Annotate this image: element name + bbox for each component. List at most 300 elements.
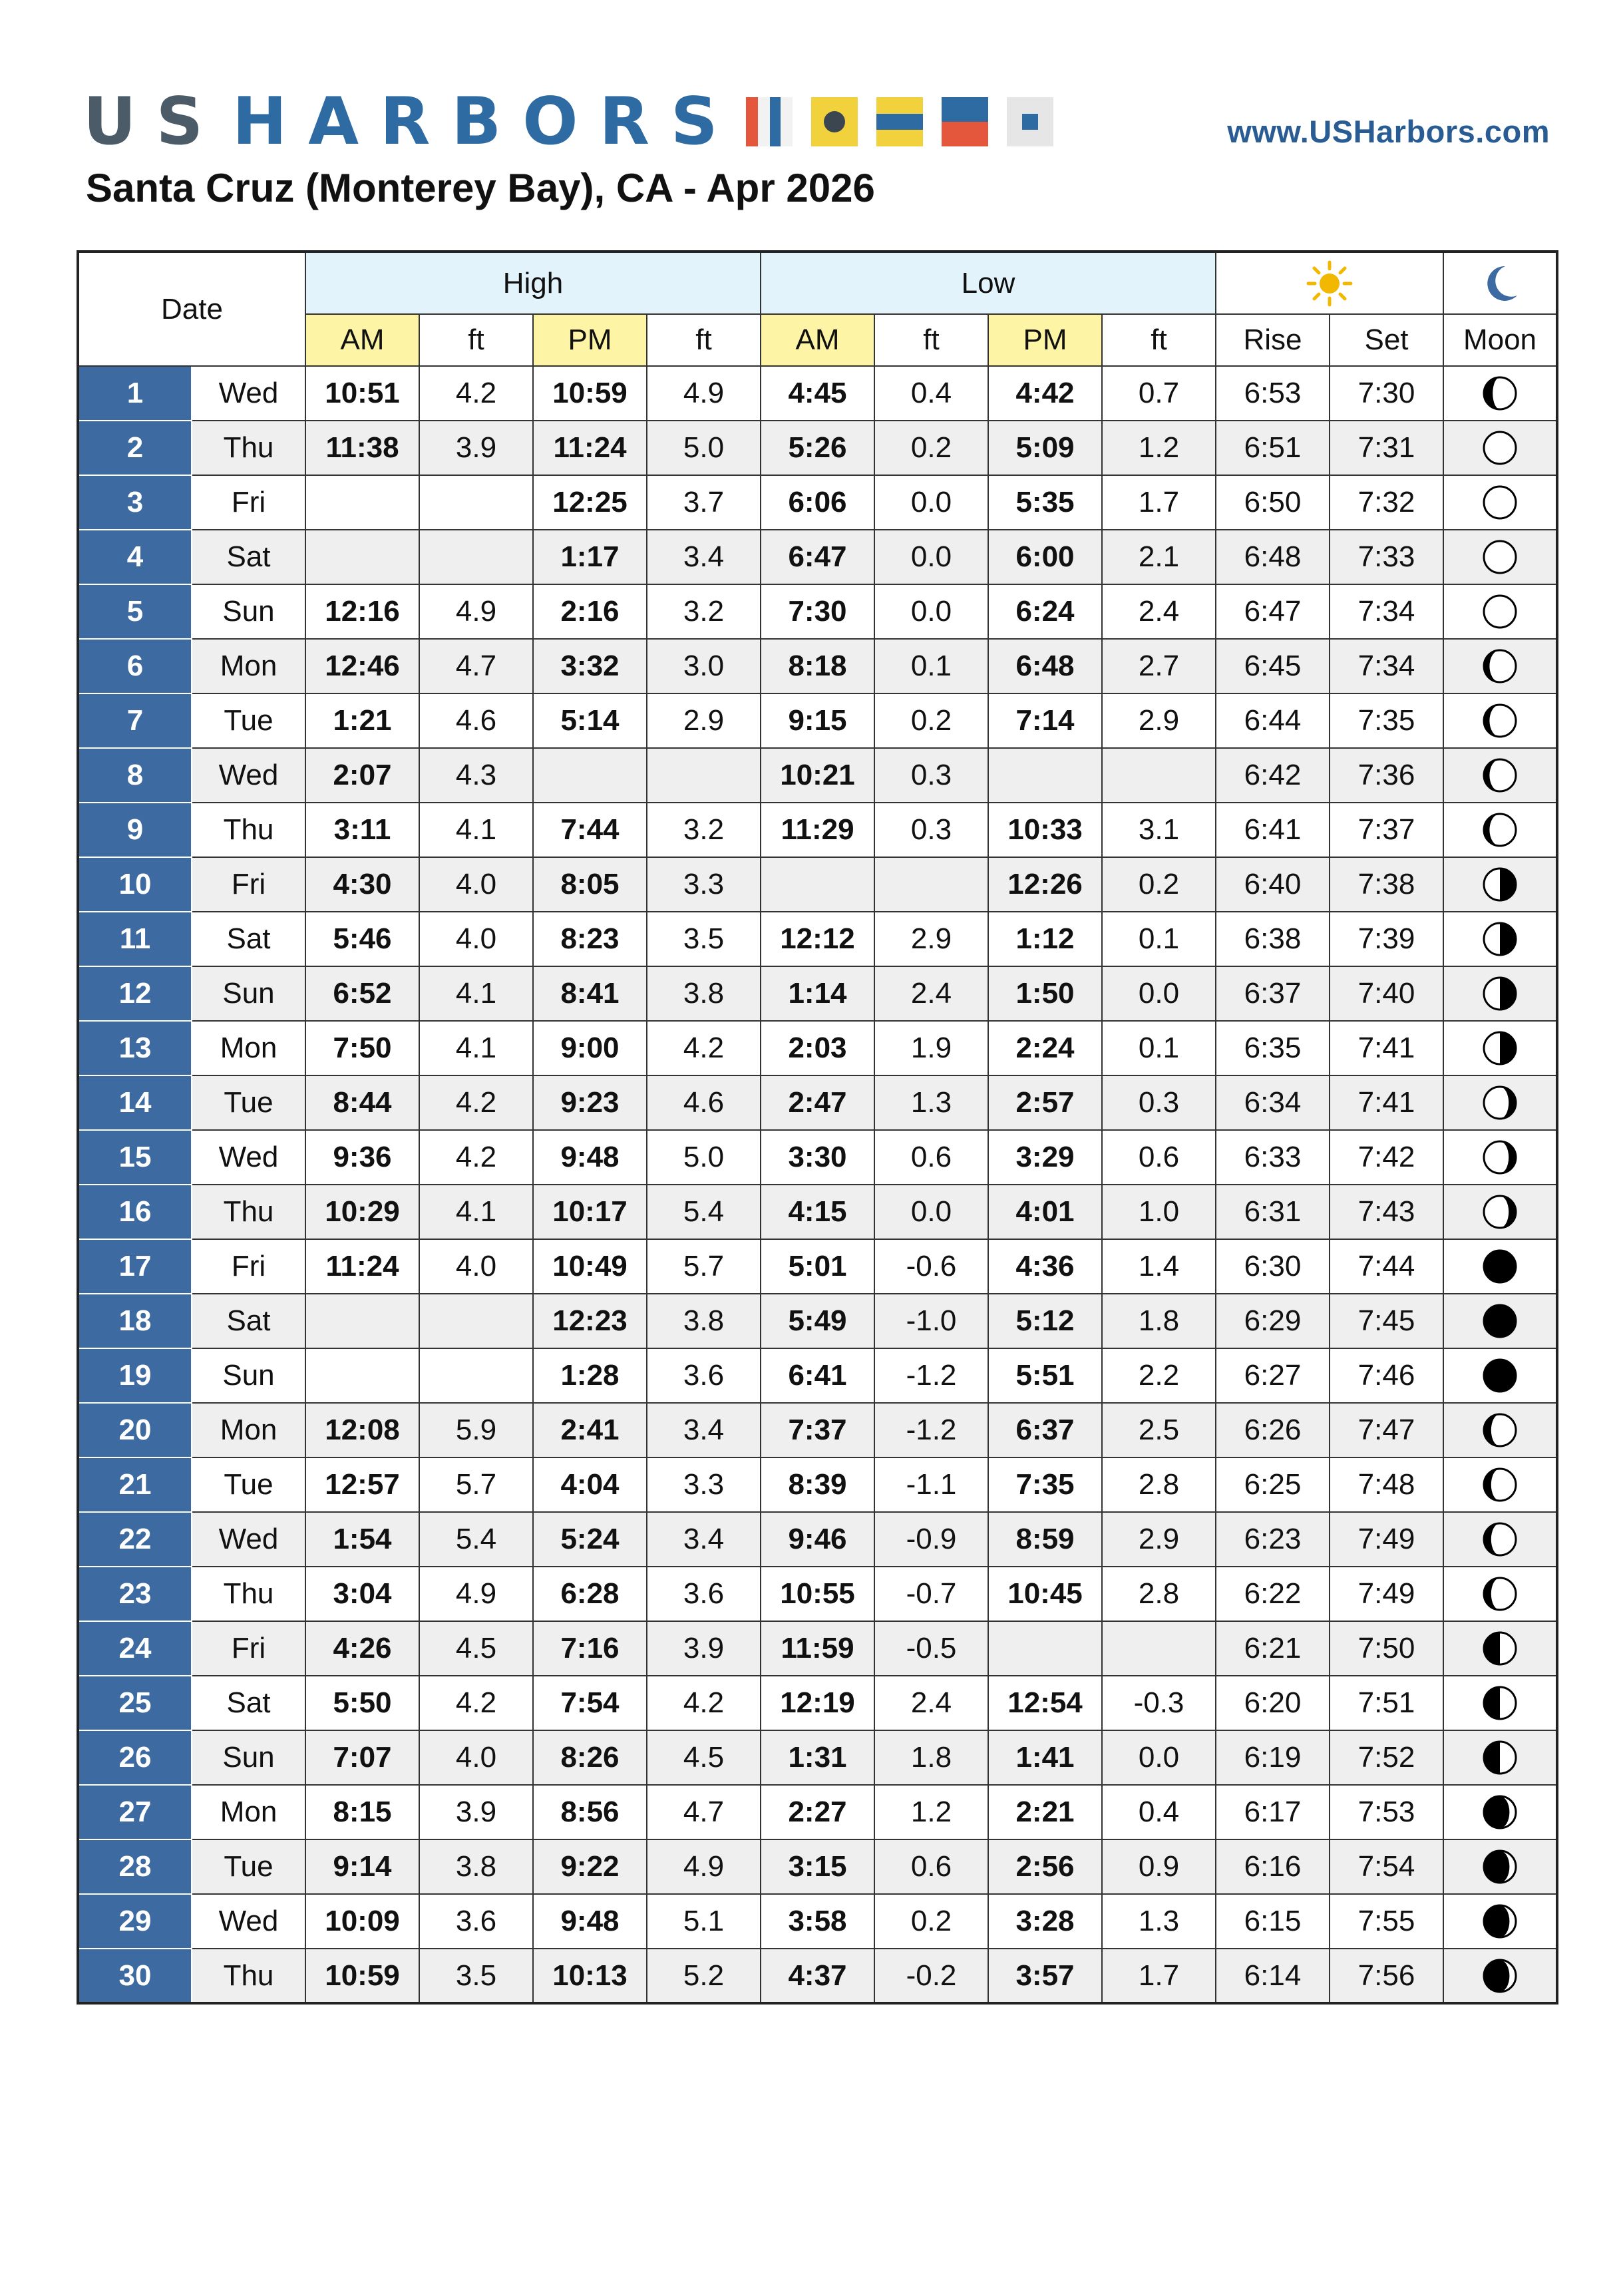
high-am-header: AM: [305, 314, 419, 366]
low-pm-time: 1:50: [988, 966, 1102, 1021]
low-pm-height: 0.3: [1102, 1075, 1216, 1130]
sunset-time: 7:46: [1330, 1348, 1443, 1403]
table-row: [78, 1457, 1557, 1512]
low-am-time: 5:49: [761, 1294, 874, 1348]
low-pm-height: 3.1: [1102, 803, 1216, 857]
low-am-height: 0.6: [874, 1130, 988, 1185]
high-am-time: 8:15: [305, 1785, 419, 1839]
tide-rows: [78, 366, 1557, 2003]
high-am-height: 3.9: [419, 1785, 533, 1839]
low-pm-height: 0.0: [1102, 966, 1216, 1021]
high-am-time: 5:50: [305, 1676, 419, 1730]
low-pm-time: 2:57: [988, 1075, 1102, 1130]
sunset-time: 7:54: [1330, 1839, 1443, 1894]
sunrise-header: Rise: [1216, 314, 1330, 366]
low-am-time: 12:19: [761, 1676, 874, 1730]
high-pm-time: 12:23: [533, 1294, 647, 1348]
day-of-week: Thu: [192, 1567, 305, 1621]
high-am-height: 4.2: [419, 366, 533, 421]
sunrise-time: 6:20: [1216, 1676, 1330, 1730]
high-am-time: [305, 1348, 419, 1403]
page-title: Santa Cruz (Monterey Bay), CA - Apr 2026: [86, 166, 875, 210]
sunrise-time: 6:15: [1216, 1894, 1330, 1949]
high-pm-time: 2:16: [533, 584, 647, 639]
logo-text-harbors: HARBORS: [232, 84, 739, 160]
low-pm-time: 3:28: [988, 1894, 1102, 1949]
sunrise-time: 6:41: [1216, 803, 1330, 857]
low-am-time: 3:15: [761, 1839, 874, 1894]
low-am-height: 2.4: [874, 966, 988, 1021]
moon-phase-cell: [1443, 803, 1557, 857]
high-pm-height: 3.4: [647, 530, 761, 584]
low-am-height: 0.6: [874, 1839, 988, 1894]
low-am-time: 1:14: [761, 966, 874, 1021]
flag-bands-icon: [876, 97, 923, 146]
low-pm-time: 7:35: [988, 1457, 1102, 1512]
high-am-time: 7:07: [305, 1730, 419, 1785]
sunrise-time: 6:22: [1216, 1567, 1330, 1621]
high-am-height: 4.3: [419, 748, 533, 803]
day-number: 3: [78, 475, 192, 530]
high-pm-time: 12:25: [533, 475, 647, 530]
waxing-crescent-moon-icon: [1480, 1410, 1520, 1450]
full-moon-icon: [1480, 428, 1520, 468]
day-of-week: Thu: [192, 803, 305, 857]
moon-phase-cell: [1443, 1730, 1557, 1785]
low-am-time: 4:15: [761, 1185, 874, 1239]
logo-text-us: US: [83, 84, 224, 160]
new-moon-icon: [1480, 1356, 1520, 1396]
waning-crescent-moon-icon: [1480, 1192, 1520, 1232]
waning-gibbous-moon-icon: [1480, 373, 1520, 413]
sunrise-time: 6:30: [1216, 1239, 1330, 1294]
high-pm-height: 3.9: [647, 1621, 761, 1676]
high-am-height: 4.7: [419, 639, 533, 693]
table-row: [78, 584, 1557, 639]
high-pm-time: 5:14: [533, 693, 647, 748]
day-number: 23: [78, 1567, 192, 1621]
sunrise-time: 6:19: [1216, 1730, 1330, 1785]
table-row: [78, 857, 1557, 912]
moon-phase-cell: [1443, 1130, 1557, 1185]
day-number: 18: [78, 1294, 192, 1348]
low-pm-time: 8:59: [988, 1512, 1102, 1567]
low-am-height: 0.0: [874, 584, 988, 639]
waning-crescent-moon-icon: [1480, 1083, 1520, 1123]
low-am-time: 6:41: [761, 1348, 874, 1403]
high-am-time: 7:50: [305, 1021, 419, 1075]
high-am-time: 11:24: [305, 1239, 419, 1294]
high-pm-height: 4.5: [647, 1730, 761, 1785]
high-pm-time: 11:24: [533, 421, 647, 475]
high-am-time: 9:14: [305, 1839, 419, 1894]
low-am-height: 0.3: [874, 748, 988, 803]
low-pm-time: 4:42: [988, 366, 1102, 421]
sunset-time: 7:39: [1330, 912, 1443, 966]
usharbors-logo: [83, 84, 1072, 160]
high-am-time: 12:46: [305, 639, 419, 693]
moon-phase-cell: [1443, 748, 1557, 803]
table-row: [78, 1730, 1557, 1785]
sunrise-time: 6:38: [1216, 912, 1330, 966]
waning-gibbous-2-moon-icon: [1480, 755, 1520, 795]
high-am-height: 4.1: [419, 803, 533, 857]
table-row: [78, 803, 1557, 857]
high-am-time: 2:07: [305, 748, 419, 803]
high-pm-time: 10:13: [533, 1949, 647, 2003]
day-of-week: Tue: [192, 1457, 305, 1512]
moon-phase-cell: [1443, 1567, 1557, 1621]
date-header: Date: [78, 252, 305, 366]
day-of-week: Fri: [192, 1621, 305, 1676]
day-number: 16: [78, 1185, 192, 1239]
day-number: 25: [78, 1676, 192, 1730]
low-am-time: 10:55: [761, 1567, 874, 1621]
day-of-week: Sun: [192, 966, 305, 1021]
day-number: 11: [78, 912, 192, 966]
low-pm-height: 1.2: [1102, 421, 1216, 475]
table-row: [78, 1567, 1557, 1621]
sunset-time: 7:48: [1330, 1457, 1443, 1512]
high-pm-height: 3.3: [647, 857, 761, 912]
high-pm-height: 3.3: [647, 1457, 761, 1512]
low-pm-height: 0.9: [1102, 1839, 1216, 1894]
sunset-time: 7:43: [1330, 1185, 1443, 1239]
sunset-time: 7:44: [1330, 1239, 1443, 1294]
low-am-height: 1.8: [874, 1730, 988, 1785]
high-pm-height: 4.9: [647, 1839, 761, 1894]
low-pm-height: 1.3: [1102, 1894, 1216, 1949]
table-row: [78, 366, 1557, 421]
high-pm-time: 4:04: [533, 1457, 647, 1512]
waning-gibbous-2-moon-icon: [1480, 701, 1520, 741]
high-am-height: 4.9: [419, 1567, 533, 1621]
high-pm-height: 3.6: [647, 1567, 761, 1621]
moon-phase-cell: [1443, 366, 1557, 421]
low-am-time: 4:37: [761, 1949, 874, 2003]
high-pm-height: 2.9: [647, 693, 761, 748]
low-pm-height: 2.9: [1102, 693, 1216, 748]
sunset-time: 7:40: [1330, 966, 1443, 1021]
first-quarter-moon-icon: [1480, 1738, 1520, 1778]
table-row: [78, 1239, 1557, 1294]
moon-phase-cell: [1443, 1348, 1557, 1403]
high-am-time: 1:21: [305, 693, 419, 748]
table-row: [78, 1130, 1557, 1185]
low-pm-time: 5:35: [988, 475, 1102, 530]
table-row: [78, 421, 1557, 475]
moon-phase-cell: [1443, 1839, 1557, 1894]
low-am-time: 5:26: [761, 421, 874, 475]
moon-phase-cell: [1443, 857, 1557, 912]
high-pm-ft-header: ft: [647, 314, 761, 366]
low-pm-time: 3:29: [988, 1130, 1102, 1185]
table-row: [78, 748, 1557, 803]
sunset-time: 7:37: [1330, 803, 1443, 857]
high-pm-height: 3.8: [647, 1294, 761, 1348]
sunrise-time: 6:29: [1216, 1294, 1330, 1348]
first-quarter-moon-icon: [1480, 1628, 1520, 1668]
day-of-week: Tue: [192, 693, 305, 748]
low-pm-time: 2:56: [988, 1839, 1102, 1894]
low-am-time: 4:45: [761, 366, 874, 421]
low-am-ft-header: ft: [874, 314, 988, 366]
sunrise-time: 6:34: [1216, 1075, 1330, 1130]
day-number: 6: [78, 639, 192, 693]
low-am-time: 10:21: [761, 748, 874, 803]
moon-phase-cell: [1443, 966, 1557, 1021]
low-am-time: 5:01: [761, 1239, 874, 1294]
sunrise-time: 6:16: [1216, 1839, 1330, 1894]
high-pm-time: 9:48: [533, 1130, 647, 1185]
high-am-height: 4.1: [419, 966, 533, 1021]
day-number: 2: [78, 421, 192, 475]
low-pm-time: 7:14: [988, 693, 1102, 748]
sunrise-time: 6:44: [1216, 693, 1330, 748]
day-of-week: Mon: [192, 1403, 305, 1457]
day-of-week: Thu: [192, 1949, 305, 2003]
day-of-week: Mon: [192, 639, 305, 693]
sunset-time: 7:55: [1330, 1894, 1443, 1949]
high-pm-height: 3.4: [647, 1512, 761, 1567]
sunrise-time: 6:45: [1216, 639, 1330, 693]
flag-blue-red-icon: [942, 97, 988, 146]
high-am-time: 5:46: [305, 912, 419, 966]
moon-phase-cell: [1443, 1894, 1557, 1949]
sunset-time: 7:31: [1330, 421, 1443, 475]
sunrise-time: 6:27: [1216, 1348, 1330, 1403]
waxing-gibbous-moon-icon: [1480, 1901, 1520, 1941]
table-row: [78, 1839, 1557, 1894]
new-moon-icon: [1480, 1246, 1520, 1286]
moon-phase-cell: [1443, 639, 1557, 693]
high-am-height: 4.0: [419, 1239, 533, 1294]
sunset-time: 7:50: [1330, 1621, 1443, 1676]
full-moon-icon: [1480, 537, 1520, 577]
day-number: 17: [78, 1239, 192, 1294]
new-moon-icon: [1480, 1301, 1520, 1341]
high-am-time: 10:09: [305, 1894, 419, 1949]
day-number: 30: [78, 1949, 192, 2003]
high-am-height: [419, 1348, 533, 1403]
day-number: 14: [78, 1075, 192, 1130]
sunrise-time: 6:26: [1216, 1403, 1330, 1457]
high-am-height: 3.8: [419, 1839, 533, 1894]
moon-phase-cell: [1443, 1676, 1557, 1730]
sunrise-time: 6:48: [1216, 530, 1330, 584]
low-pm-height: 0.2: [1102, 857, 1216, 912]
day-number: 7: [78, 693, 192, 748]
low-pm-height: 2.9: [1102, 1512, 1216, 1567]
full-moon-icon: [1480, 592, 1520, 632]
low-pm-height: 2.4: [1102, 584, 1216, 639]
low-am-height: 2.4: [874, 1676, 988, 1730]
low-pm-time: 4:36: [988, 1239, 1102, 1294]
low-pm-time: 1:12: [988, 912, 1102, 966]
table-row: [78, 1894, 1557, 1949]
flag-dot-icon: [811, 97, 858, 146]
low-am-height: 0.4: [874, 366, 988, 421]
low-pm-time: [988, 748, 1102, 803]
day-of-week: Sat: [192, 1294, 305, 1348]
low-pm-time: 6:24: [988, 584, 1102, 639]
day-number: 1: [78, 366, 192, 421]
day-number: 27: [78, 1785, 192, 1839]
sunrise-time: 6:53: [1216, 366, 1330, 421]
low-pm-height: 1.8: [1102, 1294, 1216, 1348]
day-of-week: Sun: [192, 1348, 305, 1403]
high-am-time: 12:16: [305, 584, 419, 639]
high-am-time: 12:57: [305, 1457, 419, 1512]
moon-phase-cell: [1443, 1075, 1557, 1130]
high-pm-height: 3.2: [647, 803, 761, 857]
crescent-moon-icon: [1479, 262, 1521, 305]
sunset-time: 7:42: [1330, 1130, 1443, 1185]
high-pm-height: 4.2: [647, 1021, 761, 1075]
sunrise-time: 6:50: [1216, 475, 1330, 530]
high-pm-time: 10:59: [533, 366, 647, 421]
moon-phase-cell: [1443, 693, 1557, 748]
high-pm-time: 8:26: [533, 1730, 647, 1785]
high-pm-time: 1:17: [533, 530, 647, 584]
high-am-height: 4.2: [419, 1676, 533, 1730]
day-of-week: Fri: [192, 1239, 305, 1294]
sunset-time: 7:47: [1330, 1403, 1443, 1457]
day-of-week: Sat: [192, 912, 305, 966]
sunrise-time: 6:42: [1216, 748, 1330, 803]
sunset-time: 7:30: [1330, 366, 1443, 421]
full-moon-icon: [1480, 482, 1520, 522]
day-of-week: Sat: [192, 530, 305, 584]
high-am-height: 4.2: [419, 1130, 533, 1185]
moon-header: [1443, 252, 1557, 314]
day-of-week: Mon: [192, 1021, 305, 1075]
moon-phase-cell: [1443, 1239, 1557, 1294]
high-am-ft-header: ft: [419, 314, 533, 366]
table-row: [78, 1021, 1557, 1075]
low-pm-height: 2.8: [1102, 1567, 1216, 1621]
day-number: 20: [78, 1403, 192, 1457]
high-pm-height: 5.7: [647, 1239, 761, 1294]
low-pm-height: 0.1: [1102, 912, 1216, 966]
low-tide-header: Low: [761, 252, 1216, 314]
high-am-time: [305, 530, 419, 584]
high-am-height: [419, 475, 533, 530]
last-quarter-moon-icon: [1480, 1028, 1520, 1068]
high-am-time: 10:29: [305, 1185, 419, 1239]
high-pm-height: 3.6: [647, 1348, 761, 1403]
table-row: [78, 966, 1557, 1021]
sunrise-time: 6:31: [1216, 1185, 1330, 1239]
low-pm-time: 5:12: [988, 1294, 1102, 1348]
sunrise-time: 6:40: [1216, 857, 1330, 912]
table-row: [78, 1785, 1557, 1839]
low-am-time: 11:29: [761, 803, 874, 857]
high-pm-height: 4.7: [647, 1785, 761, 1839]
high-pm-height: 3.8: [647, 966, 761, 1021]
low-am-header: AM: [761, 314, 874, 366]
high-am-height: 3.9: [419, 421, 533, 475]
low-am-time: 2:47: [761, 1075, 874, 1130]
day-number: 12: [78, 966, 192, 1021]
moon-phase-cell: [1443, 1512, 1557, 1567]
sunset-time: 7:56: [1330, 1949, 1443, 2003]
high-pm-height: [647, 748, 761, 803]
table-row: [78, 1949, 1557, 2003]
low-am-time: 9:15: [761, 693, 874, 748]
high-am-time: 8:44: [305, 1075, 419, 1130]
high-am-height: 4.1: [419, 1185, 533, 1239]
high-pm-time: 8:56: [533, 1785, 647, 1839]
moon-phase-cell: [1443, 1785, 1557, 1839]
high-pm-height: 5.4: [647, 1185, 761, 1239]
sunrise-time: 6:23: [1216, 1512, 1330, 1567]
low-pm-ft-header: ft: [1102, 314, 1216, 366]
sunset-time: 7:53: [1330, 1785, 1443, 1839]
high-pm-time: 10:49: [533, 1239, 647, 1294]
high-pm-time: 5:24: [533, 1512, 647, 1567]
sunrise-time: 6:21: [1216, 1621, 1330, 1676]
low-pm-time: 12:54: [988, 1676, 1102, 1730]
low-pm-time: 1:41: [988, 1730, 1102, 1785]
table-row: [78, 1676, 1557, 1730]
high-am-height: 3.5: [419, 1949, 533, 2003]
high-am-height: 4.5: [419, 1621, 533, 1676]
high-pm-time: 10:17: [533, 1185, 647, 1239]
low-pm-height: 0.6: [1102, 1130, 1216, 1185]
day-number: 19: [78, 1348, 192, 1403]
low-am-height: -1.0: [874, 1294, 988, 1348]
high-am-time: 10:59: [305, 1949, 419, 2003]
low-pm-height: 2.7: [1102, 639, 1216, 693]
table-row: [78, 1075, 1557, 1130]
flag-square-icon: [1007, 97, 1053, 146]
high-pm-time: 8:41: [533, 966, 647, 1021]
low-am-height: -1.1: [874, 1457, 988, 1512]
high-am-height: 4.0: [419, 1730, 533, 1785]
day-of-week: Tue: [192, 1839, 305, 1894]
low-am-height: 0.3: [874, 803, 988, 857]
low-am-time: 1:31: [761, 1730, 874, 1785]
high-pm-header: PM: [533, 314, 647, 366]
low-am-time: 3:58: [761, 1894, 874, 1949]
low-pm-time: 4:01: [988, 1185, 1102, 1239]
low-pm-height: 0.1: [1102, 1021, 1216, 1075]
low-am-time: 6:47: [761, 530, 874, 584]
day-number: 5: [78, 584, 192, 639]
high-am-height: 4.1: [419, 1021, 533, 1075]
day-number: 15: [78, 1130, 192, 1185]
low-pm-time: 3:57: [988, 1949, 1102, 2003]
high-pm-time: 9:48: [533, 1894, 647, 1949]
high-am-time: 3:04: [305, 1567, 419, 1621]
website-link[interactable]: www.USHarbors.com: [1227, 114, 1550, 149]
day-number: 8: [78, 748, 192, 803]
high-pm-height: 3.2: [647, 584, 761, 639]
moon-phase-cell: [1443, 475, 1557, 530]
high-pm-time: 8:23: [533, 912, 647, 966]
sunset-header: Set: [1330, 314, 1443, 366]
sunset-time: 7:51: [1330, 1676, 1443, 1730]
moon-phase-cell: [1443, 1403, 1557, 1457]
waxing-crescent-moon-icon: [1480, 1465, 1520, 1505]
moon-phase-cell: [1443, 1021, 1557, 1075]
high-am-height: 4.6: [419, 693, 533, 748]
high-pm-height: 4.6: [647, 1075, 761, 1130]
low-am-time: 8:39: [761, 1457, 874, 1512]
table-row: [78, 1294, 1557, 1348]
table-row: [78, 639, 1557, 693]
